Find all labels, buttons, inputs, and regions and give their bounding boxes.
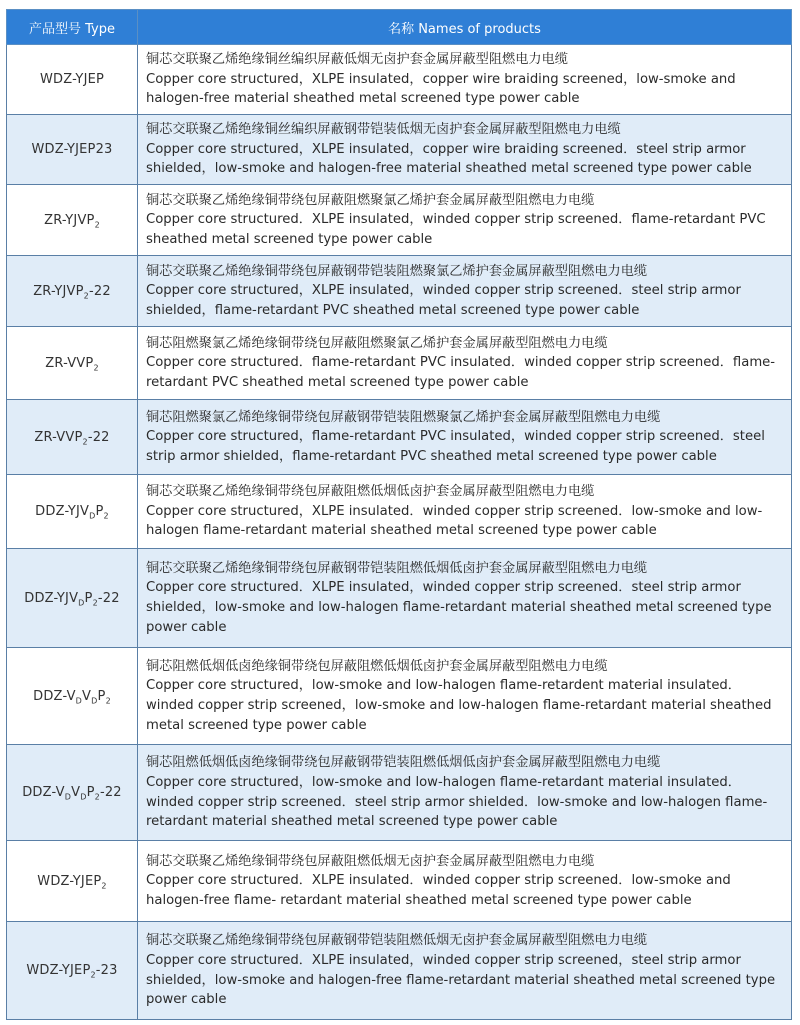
name-chinese: 铜芯交联聚乙烯绝缘铜带绕包屏蔽阻燃低烟低卤护套金属屏蔽型阻燃电力电缆 bbox=[146, 484, 595, 500]
name-english: Copper core structured，flame-retardant PVC insulated，winded copper strip screened．steel strip armor shielded，flame-retardant PVC sheathed metal screened type power cable bbox=[146, 429, 765, 464]
name-chinese: 铜芯阻燃聚氯乙烯绝缘铜带绕包屏蔽钢带铠装阻燃聚氯乙烯护套金属屏蔽型阻燃电力电缆 bbox=[146, 409, 661, 425]
model-cell bbox=[7, 45, 138, 115]
name-cell bbox=[138, 327, 792, 400]
name-cell bbox=[138, 185, 792, 256]
names-column-header: 名称 Names of products bbox=[138, 10, 792, 45]
table-row bbox=[7, 841, 792, 922]
name-chinese: 铜芯阻燃低烟低卤绝缘铜带绕包屏蔽钢带铠装阻燃低烟低卤护套金属屏蔽型阻燃电力电缆 bbox=[146, 755, 661, 771]
model-code: DDZ-$YJV_DP_2$ bbox=[35, 504, 109, 521]
model-code: $ZR-YJVP_2$ bbox=[44, 212, 100, 230]
name-english: Copper core structured．XLPE insulated，winded copper strip screened，steel strip armor shielded，low-smoke and halogen-free flame-retardant material sheathed metal screened type power cable bbox=[146, 952, 776, 1008]
name-english: Copper core structured，low-smoke and low-halogen flame-retardent material insulated．winded copper strip screened，low-smoke and low-halogen flame-retardant material sheathed metal screened type power cable bbox=[146, 678, 772, 733]
name-english: Copper core structured，XLPE insulated．winded copper strip screened．low-smoke and low-halogen flame-retardant material sheathed metal screened type power cable bbox=[146, 503, 763, 539]
name-chinese: 铜芯交联聚乙烯绝缘铜带绕包屏蔽钢带铠装阻燃聚氯乙烯护套金属屏蔽型阻燃电力电缆 bbox=[146, 263, 648, 279]
model-code: $ZR-YJVP_2-22$ bbox=[33, 283, 111, 301]
model-cell bbox=[7, 185, 138, 256]
name-chinese: 铜芯阻燃聚氯乙烯绝缘铜带绕包屏蔽阻燃聚氯乙烯护套金属屏蔽型阻燃电力电缆 bbox=[146, 335, 608, 351]
name-english: Copper core structured，XLPE insulated，copper wire braiding screened．steel strip armor shielded，low-smoke and halogen-free material sheathed metal screened type power cable bbox=[146, 141, 752, 177]
model-code: DDZ-$YJV_DP_2-22$ bbox=[24, 590, 120, 608]
table-row bbox=[7, 256, 792, 327]
table-row bbox=[7, 648, 792, 745]
name-chinese: 铜芯交联聚乙烯绝缘铜丝编织屏蔽钢带铠装低烟无卤护套金属屏蔽型阻燃电力电缆 bbox=[146, 122, 621, 138]
name-english: Copper core structured．flame-retardant PVC insulated．winded copper strip screened．flame-retardant PVC sheathed metal screened type power cable bbox=[146, 355, 776, 390]
model-cell bbox=[7, 922, 138, 1020]
table-row bbox=[7, 45, 792, 115]
table-row bbox=[7, 745, 792, 841]
model-code: WDZ-YJEP23 bbox=[31, 142, 113, 157]
model-cell bbox=[7, 648, 138, 745]
name-english: Copper core structured，low-smoke and low-halogen flame-retardant material insulated．winded copper strip screened．steel strip armor shielded．low-smoke and low-halogen flame-retardant material sheathed metal screened type power cable bbox=[146, 774, 768, 830]
name-english: Copper core structured．XLPE insulated，winded copper strip screened．steel strip armor shielded，low-smoke and low-halogen flame-retardant material sheathed metal screened type power cable bbox=[146, 580, 772, 635]
model-cell bbox=[7, 549, 138, 648]
name-chinese: 铜芯交联聚乙烯绝缘铜带绕包屏蔽钢带铠装阻燃低烟无卤护套金属屏蔽型阻燃电力电缆 bbox=[146, 933, 648, 949]
model-code: DDZ-$V_DV_DP_2-22$ bbox=[22, 785, 122, 802]
model-cell bbox=[7, 475, 138, 549]
name-cell bbox=[138, 549, 792, 648]
name-chinese: 铜芯交联聚乙烯绝缘铜丝编织屏蔽低烟无卤护套金属屏蔽型阻燃电力电缆 bbox=[146, 52, 568, 68]
table-row bbox=[7, 327, 792, 400]
name-chinese: 铜芯阻燃低烟低卤绝缘铜带绕包屏蔽阻燃低烟低卤护套金属屏蔽型阻燃电力电缆 bbox=[146, 658, 608, 674]
model-code: WDZ-$YJEP_2$ bbox=[37, 873, 107, 891]
model-code: WDZ-$YJEP_2-23$ bbox=[26, 963, 118, 980]
model-cell bbox=[7, 745, 138, 841]
name-cell bbox=[138, 648, 792, 745]
name-chinese: 铜芯交联聚乙烯绝缘铜带绕包屏蔽阻燃低烟无卤护套金属屏蔽型阻燃电力电缆 bbox=[146, 853, 595, 869]
product-table bbox=[6, 9, 792, 1020]
name-cell bbox=[138, 400, 792, 475]
name-cell bbox=[138, 841, 792, 922]
model-code: $ZR-VVP_2-22$ bbox=[34, 429, 110, 447]
name-english: Copper core structured，XLPE insulated，copper wire braiding screened，low-smoke and halogen-free material sheathed metal screened type power cable bbox=[146, 71, 736, 107]
name-cell bbox=[138, 45, 792, 115]
model-code: $ZR-VVP_2$ bbox=[45, 355, 99, 373]
model-cell bbox=[7, 115, 138, 185]
name-english: Copper core structured．XLPE insulated，winded copper strip screened．flame-retardant PVC sheathed metal screened type power cable bbox=[146, 212, 766, 247]
name-cell bbox=[138, 256, 792, 327]
model-cell bbox=[7, 400, 138, 475]
table-row bbox=[7, 185, 792, 256]
model-cell bbox=[7, 327, 138, 400]
name-english: Copper core structured．XLPE insulated．winded copper strip screened．low-smoke and halogen-free flame- retardant material sheathed metal screened type power cable bbox=[146, 873, 731, 908]
name-cell bbox=[138, 115, 792, 185]
type-column-header: 产品型号 Type bbox=[7, 10, 138, 45]
name-chinese: 铜芯交联聚乙烯绝缘铜带绕包屏蔽钢带铠装阻燃低烟低卤护套金属屏蔽型阻燃电力电缆 bbox=[146, 560, 648, 576]
model-code: DDZ-$V_DV_DP_2$ bbox=[33, 688, 111, 706]
model-code: WDZ-YJEP bbox=[39, 72, 105, 87]
model-cell bbox=[7, 841, 138, 922]
name-cell bbox=[138, 922, 792, 1020]
table-row bbox=[7, 549, 792, 648]
name-cell bbox=[138, 475, 792, 549]
name-chinese: 铜芯交联聚乙烯绝缘铜带绕包屏蔽阻燃聚氯乙烯护套金属屏蔽型阻燃电力电缆 bbox=[146, 192, 595, 208]
table-row bbox=[7, 400, 792, 475]
table-header-row bbox=[7, 10, 792, 45]
name-cell bbox=[138, 745, 792, 841]
table-row bbox=[7, 115, 792, 185]
model-cell bbox=[7, 256, 138, 327]
table-row bbox=[7, 922, 792, 1020]
table-row bbox=[7, 475, 792, 549]
name-english: Copper core structured，XLPE insulated，winded copper strip screened．steel strip armor shielded，flame-retardant PVC sheathed metal screened type power cable bbox=[146, 283, 741, 318]
